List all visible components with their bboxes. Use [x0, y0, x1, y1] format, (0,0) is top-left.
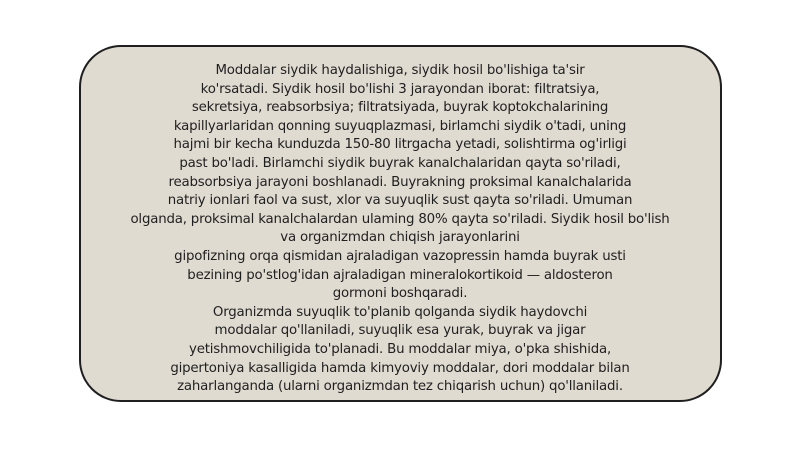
- text-line: reabsorbsiya jarayoni boshlanadi. Buyrakning proksimal kanalchalarida: [168, 174, 632, 190]
- text-line: kapillyarlaridan qonning suyuqplazmasi, birlamchi siydik o'tadi, uning: [173, 118, 627, 134]
- text-line: gipertoniya kasalligida hamda kimyoviy moddalar, dori moddalar bilan: [170, 360, 630, 376]
- text-line: gormoni boshqaradi.: [332, 286, 468, 302]
- text-line: bezining po'stlog'idan ajraladigan mineralokortikoid — aldosteron: [187, 267, 613, 283]
- text-line: sekretsiya, reabsorbsiya; filtratsiyada, buyrak koptokchalarining: [191, 100, 609, 116]
- text-line: Organizmda suyuqlik to'planib qolganda siydik haydovchi: [212, 304, 588, 320]
- text-line: natriy ionlari faol va sust, xlor va suyuqlik sust qayta so'riladi. Umuman: [167, 193, 633, 209]
- text-line: past bo'ladi. Birlamchi siydik buyrak kanalchalaridan qayta so'riladi,: [179, 155, 621, 171]
- text-line: yetishmovchiligida to'planadi. Bu moddalar miya, o'pka shishida,: [188, 341, 612, 357]
- text-line: Moddalar siydik haydalishiga, siydik hosil bo'lishiga ta'sir: [215, 63, 585, 78]
- text-line: ko'rsatadi. Siydik hosil bo'lishi 3 jarayondan iborat: fiItratsiya,: [200, 81, 600, 97]
- text-line: hajmi bir kecha kunduzda 150-80 litrgacha yetadi, solishtirma og'irligi: [173, 137, 627, 153]
- text-line: gipofizning orqa qismidan ajraladigan vazopressin hamda buyrak usti: [174, 248, 626, 264]
- text-line: zaharlanganda (ularni organizmdan tez chiqarish uchun) qo'llaniladi.: [177, 379, 623, 395]
- card-text: [93, 62, 707, 397]
- text-line: moddalar qo'llaniladi, suyuqlik esa yurak, buyrak va jigar: [214, 323, 586, 339]
- text-line: olganda, proksimal kanalchalardan ulaming 80% qayta so'riladi. Siydik hosil bo'lish: [130, 211, 670, 227]
- text-line: va organizmdan chiqish jarayonlarini: [280, 230, 520, 246]
